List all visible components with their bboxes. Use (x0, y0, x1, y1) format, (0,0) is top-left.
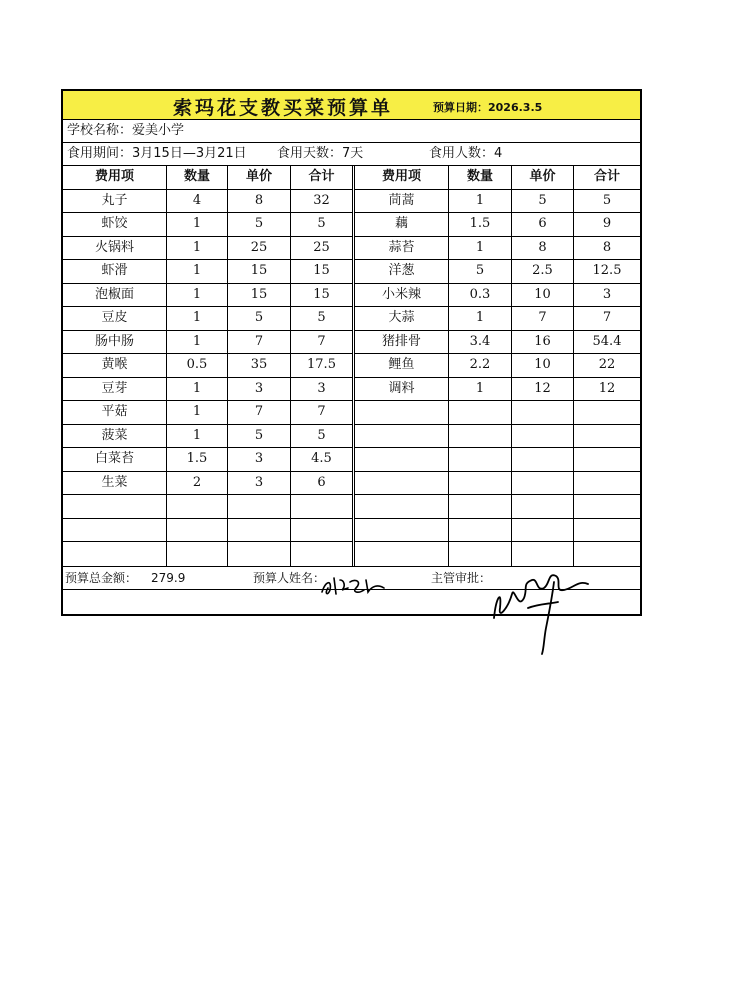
table-cell (449, 472, 512, 495)
table-row (63, 331, 352, 355)
table-cell: 0.5 (167, 354, 228, 377)
table-cell (512, 425, 574, 448)
total-label: 预算总金额： (65, 570, 138, 585)
table-cell: 10 (512, 354, 574, 377)
table-cell (167, 542, 228, 566)
total-value: 279.9 (151, 570, 186, 585)
table-row (63, 190, 352, 214)
table-cell (574, 519, 640, 542)
table-cell: 6 (512, 213, 574, 236)
table-cell (512, 519, 574, 542)
table-cell: 大蒜 (355, 307, 449, 330)
table-cell (512, 448, 574, 471)
table-cell (228, 495, 291, 518)
table-cell: 3 (228, 472, 291, 495)
table-cell (512, 401, 574, 424)
table-cell (574, 401, 640, 424)
table-cell: 1 (167, 401, 228, 424)
table-cell: 1 (449, 237, 512, 260)
table-cell: 1 (449, 190, 512, 213)
table-cell: 3 (317, 380, 326, 396)
table-row (63, 284, 352, 308)
table-row (63, 495, 352, 519)
table-cell (167, 519, 228, 542)
table-row (355, 472, 640, 496)
table-cell: 虾滑 (63, 260, 167, 283)
table-cell: 7 (228, 331, 291, 354)
table-cell: 15 (313, 263, 330, 278)
table-cell: 1 (167, 378, 228, 401)
table-cell (291, 519, 352, 542)
table-cell (355, 472, 449, 495)
table-row (355, 190, 640, 214)
preparer-signature (318, 572, 390, 600)
table-cell: 5 (449, 260, 512, 283)
table-cell: 16 (512, 331, 574, 354)
left-header-row (63, 166, 352, 190)
approver-signature (488, 558, 598, 658)
table-cell: 平菇 (63, 401, 167, 424)
table-row (355, 260, 640, 284)
table-cell: 生菜 (63, 472, 167, 495)
table-cell: 15 (228, 284, 291, 307)
table-row (355, 307, 640, 331)
table-cell: 1 (167, 331, 228, 354)
table-cell (63, 495, 167, 518)
table-cell: 2 (167, 472, 228, 495)
table-cell: 4.5 (311, 451, 332, 466)
table-cell: 5 (228, 425, 291, 448)
table-cell: 1.5 (167, 448, 228, 471)
table-row (355, 354, 640, 378)
table-cell: 1 (167, 260, 228, 283)
table-row (63, 354, 352, 378)
table-cell (228, 519, 291, 542)
table-cell: 12 (598, 380, 616, 396)
table-cell (355, 448, 449, 471)
table-cell: 虾饺 (63, 213, 167, 236)
title-bar (63, 91, 640, 120)
left-header-cell: 数量 (167, 166, 228, 189)
table-cell: 25 (228, 237, 291, 260)
table-cell: 1.5 (449, 213, 512, 236)
table-row (355, 331, 640, 355)
table-cell: 7 (317, 333, 326, 349)
right-header-cell: 费用项 (355, 166, 449, 189)
budget-date: 预算日期：2026.3.5 (433, 101, 543, 114)
table-cell: 5 (228, 213, 291, 236)
left-header-cell: 费用项 (63, 166, 167, 189)
table-cell: 蒜苔 (355, 237, 449, 260)
table-cell (63, 542, 167, 566)
table-cell (449, 448, 512, 471)
table-row (355, 237, 640, 261)
left-items-table (63, 166, 355, 566)
meal-people: 食用人数：4 (429, 146, 503, 161)
table-cell (228, 542, 291, 566)
table-cell (167, 495, 228, 518)
items-grid (63, 166, 640, 567)
table-cell: 1 (449, 378, 512, 401)
table-cell: 7 (512, 307, 574, 330)
table-cell: 3 (228, 448, 291, 471)
table-cell: 3 (602, 286, 612, 302)
table-row (63, 519, 352, 543)
table-cell (355, 542, 449, 566)
table-cell: 15 (313, 286, 330, 302)
table-cell: 6 (317, 474, 326, 490)
table-row (355, 425, 640, 449)
table-cell (574, 425, 640, 448)
right-header-cell: 数量 (449, 166, 512, 189)
table-cell: 调料 (355, 378, 449, 401)
table-cell: 5 (317, 310, 326, 325)
meal-days: 食用天数：7天 (277, 146, 364, 161)
left-header-cell: 单价 (228, 166, 291, 189)
table-cell: 2.2 (449, 354, 512, 377)
table-cell: 10 (512, 284, 574, 307)
table-cell: 8 (602, 239, 612, 255)
table-cell (355, 425, 449, 448)
table-cell (574, 472, 640, 495)
table-cell: 7 (602, 310, 612, 325)
table-row (355, 519, 640, 543)
preparer-label: 预算人姓名： (253, 570, 326, 585)
table-row (63, 472, 352, 496)
table-cell: 1 (167, 425, 228, 448)
table-row (63, 448, 352, 472)
table-cell: 5 (512, 190, 574, 213)
table-cell: 8 (512, 237, 574, 260)
table-cell: 2.5 (512, 260, 574, 283)
table-row (355, 448, 640, 472)
table-cell (449, 401, 512, 424)
table-cell: 1 (167, 213, 228, 236)
table-row (63, 401, 352, 425)
school-row (63, 120, 640, 143)
table-row (63, 237, 352, 261)
table-cell: 洋葱 (355, 260, 449, 283)
table-cell (574, 448, 640, 471)
table-cell (449, 519, 512, 542)
approver-label: 主管审批： (431, 570, 492, 585)
meal-period: 食用期间：3月15日—3月21日 (67, 146, 247, 161)
table-cell (63, 519, 167, 542)
table-cell (355, 519, 449, 542)
table-cell (449, 495, 512, 518)
table-cell: 猪排骨 (355, 331, 449, 354)
table-cell: 15 (228, 260, 291, 283)
table-cell (574, 495, 640, 518)
table-cell: 5 (602, 192, 612, 208)
table-cell: 3 (228, 378, 291, 401)
table-row (63, 425, 352, 449)
table-cell: 豆芽 (63, 378, 167, 401)
table-cell: 1 (167, 307, 228, 330)
table-cell: 0.3 (449, 284, 512, 307)
school-name: 学校名称：爱美小学 (67, 123, 185, 138)
table-row (355, 284, 640, 308)
table-cell: 5 (317, 427, 326, 443)
table-cell: 鲤鱼 (355, 354, 449, 377)
table-row (63, 260, 352, 284)
table-cell: 17.5 (307, 357, 336, 372)
table-cell: 泡椒面 (63, 284, 167, 307)
budget-sheet (61, 89, 642, 616)
table-cell: 豆皮 (63, 307, 167, 330)
table-cell: 藕 (355, 213, 449, 236)
table-cell: 4 (167, 190, 228, 213)
table-row (355, 401, 640, 425)
table-cell (291, 495, 352, 518)
table-cell (355, 495, 449, 518)
table-cell: 22 (598, 357, 616, 372)
table-cell (512, 495, 574, 518)
period-row (63, 143, 640, 166)
table-cell: 25 (313, 239, 330, 255)
right-items-table (355, 166, 640, 566)
table-cell: 8 (228, 190, 291, 213)
table-cell: 火锅料 (63, 237, 167, 260)
table-cell (355, 401, 449, 424)
table-cell: 7 (317, 404, 326, 419)
table-cell: 1 (167, 284, 228, 307)
table-cell (291, 542, 352, 566)
table-cell: 5 (317, 216, 326, 231)
table-cell (449, 425, 512, 448)
table-cell: 肠中肠 (63, 331, 167, 354)
table-row (63, 307, 352, 331)
table-cell: 9 (602, 216, 612, 231)
table-row (63, 542, 352, 566)
table-cell (512, 472, 574, 495)
table-row (355, 213, 640, 237)
table-cell: 白菜苔 (63, 448, 167, 471)
table-cell: 35 (228, 354, 291, 377)
table-cell: 5 (228, 307, 291, 330)
table-cell: 丸子 (63, 190, 167, 213)
table-row (355, 378, 640, 402)
table-cell: 1 (449, 307, 512, 330)
table-cell: 12.5 (592, 263, 622, 278)
document-title: 索玛花支教买菜预算单 (173, 97, 394, 119)
right-header-cell: 合计 (593, 169, 620, 184)
table-cell: 菠菜 (63, 425, 167, 448)
table-cell: 32 (313, 192, 330, 208)
table-row (63, 213, 352, 237)
table-cell: 茼蒿 (355, 190, 449, 213)
right-header-cell: 单价 (512, 166, 574, 189)
table-row (63, 378, 352, 402)
table-row (355, 495, 640, 519)
table-cell: 3.4 (449, 331, 512, 354)
table-cell: 12 (512, 378, 574, 401)
table-cell: 1 (167, 237, 228, 260)
right-header-row (355, 166, 640, 190)
table-cell: 黄喉 (63, 354, 167, 377)
table-cell: 7 (228, 401, 291, 424)
table-cell: 小米辣 (355, 284, 449, 307)
left-header-cell: 合计 (308, 169, 335, 184)
table-cell: 54.4 (592, 333, 622, 349)
